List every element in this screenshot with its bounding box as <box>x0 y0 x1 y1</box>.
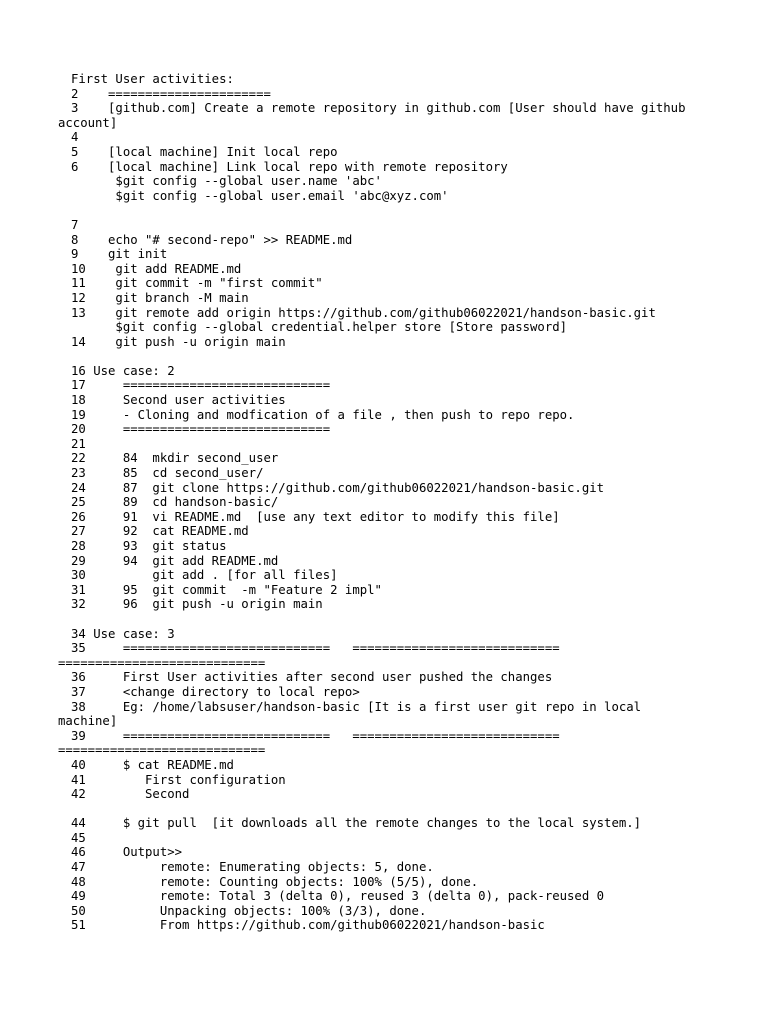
text-line: 14 git push -u origin main <box>71 334 286 349</box>
text-line: 35 ============================ ============================ <box>71 641 560 656</box>
text-line: 31 95 git commit -m "Feature 2 impl" <box>71 582 382 597</box>
text-line: 7 <box>71 217 79 232</box>
text-line: 5 [local machine] Init local repo <box>71 144 338 159</box>
blank-line <box>71 203 701 218</box>
text-line: 8 echo "# second-repo" >> README.md <box>71 232 353 247</box>
text-line: 37 <change directory to local repo> <box>71 684 360 699</box>
text-line: 11 git commit -m "first commit" <box>71 276 323 291</box>
text-line: 34 Use case: 3 <box>71 626 175 641</box>
text-line: 22 84 mkdir second_user <box>71 451 279 466</box>
text-line: 6 [local machine] Link local repo with remote repository <box>71 159 508 174</box>
text-line: 4 <box>71 130 79 145</box>
text-line: 40 $ cat README.md <box>71 757 234 772</box>
text-line: 16 Use case: 2 <box>71 363 175 378</box>
text-line: 10 git add README.md <box>71 261 242 276</box>
blank-line <box>71 802 701 817</box>
text-line: 2 ====================== <box>71 86 271 101</box>
text-line: 47 remote: Enumerating objects: 5, done. <box>71 860 434 875</box>
text-line: 12 git branch -M main <box>71 290 249 305</box>
text-line: 50 Unpacking objects: 100% (3/3), done. <box>71 903 427 918</box>
text-line: 45 <box>71 830 86 845</box>
text-line: 44 $ git pull [it downloads all the remote changes to the local system.] <box>71 816 642 831</box>
text-line: 23 85 cd second_user/ <box>71 466 264 481</box>
text-line: 28 93 git status <box>71 539 227 553</box>
blank-line <box>71 349 701 364</box>
text-line: account] <box>58 115 118 130</box>
text-line: 49 remote: Total 3 (delta 0), reused 3 (delta 0), pack-reused 0 <box>71 889 605 904</box>
text-line: 13 git remote add origin https://github.com/github06022021/handson-basic.git <box>71 305 656 320</box>
text-line: 39 ============================ ============================ <box>71 728 560 743</box>
text-line: ============================ <box>58 743 266 758</box>
text-line: 20 ============================ <box>71 422 331 437</box>
text-line: 51 From https://github.com/github06022021/handson-basic <box>71 918 545 933</box>
text-line: 19 - Cloning and modfication of a file , then push to repo repo. <box>71 407 575 422</box>
text-line: 30 git add . [for all files] <box>71 568 338 583</box>
text-line: 3 [github.com] Create a remote repository in github.com [User should have github <box>71 101 686 116</box>
text-line: $git config --global user.email 'abc@xyz.com' <box>71 188 449 203</box>
text-line: First User activities: <box>71 72 234 86</box>
text-line: 18 Second user activities <box>71 393 286 408</box>
text-line: 17 ============================ <box>71 378 331 393</box>
text-line: 46 Output>> <box>71 845 183 860</box>
text-line: 36 First User activities after second user pushed the changes <box>71 670 553 685</box>
text-line: 41 First configuration <box>71 772 286 787</box>
text-line: 32 96 git push -u origin main <box>71 597 323 612</box>
text-line: 24 87 git clone https://github.com/github06022021/handson-basic.git <box>71 480 605 495</box>
text-line: 27 92 cat README.md <box>71 524 249 539</box>
text-line: 26 91 vi README.md [use any text editor to modify this file] <box>71 509 560 524</box>
text-line: ============================ <box>58 655 266 670</box>
text-line: 25 89 cd handson-basic/ <box>71 495 279 510</box>
text-line: 9 git init <box>71 247 168 262</box>
text-line: machine] <box>58 714 118 729</box>
text-line: 29 94 git add README.md <box>71 553 279 568</box>
text-line: $git config --global credential.helper store [Store password] <box>71 320 568 335</box>
text-line: 48 remote: Counting objects: 100% (5/5), done. <box>71 874 479 889</box>
text-line: 38 Eg: /home/labsuser/handson-basic [It is a first user git repo in local <box>71 699 642 714</box>
text-line: 21 <box>71 436 86 451</box>
blank-line <box>71 612 701 627</box>
text-line: 42 Second <box>71 787 190 802</box>
text-line: $git config --global user.name 'abc' <box>71 174 382 189</box>
document-page <box>58 72 701 933</box>
